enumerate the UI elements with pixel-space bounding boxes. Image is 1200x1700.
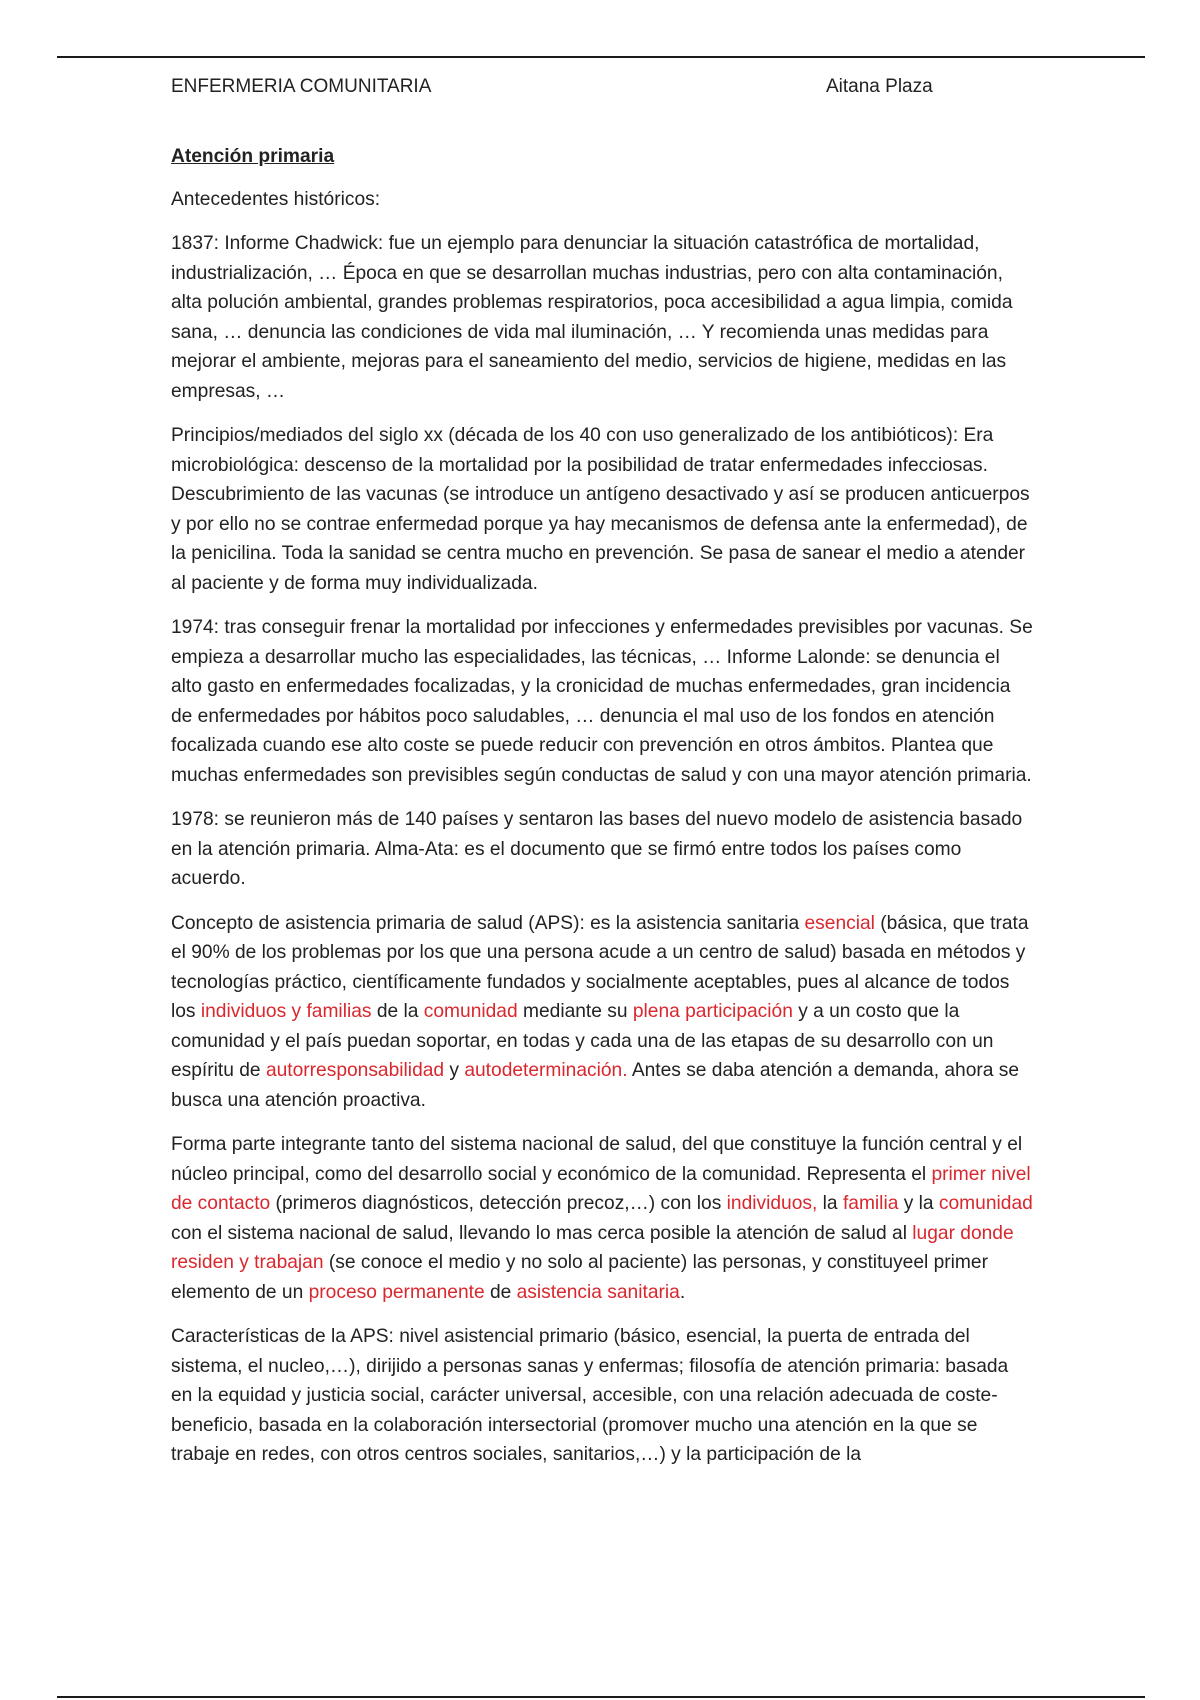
text-segment: de [484,1281,517,1303]
text-segment: Antes se daba atención a demanda, ahora se busca una atención proactiva. [171,1060,1020,1111]
page-header [171,72,941,102]
text-segment: 1978: se reunieron más de 140 países y sentaron las bases del nuevo modelo de asistencia basado en la atención primaria. Alma-Ata: es el documento que se firmó entre todos los países como acuerdo. [171,809,1023,889]
highlighted-term: asistencia sanitaria [516,1281,680,1303]
highlighted-term: primer nivel de contacto [171,1163,1031,1214]
text-segment: y la [898,1193,939,1214]
highlighted-term: comunidad [423,1001,518,1022]
subsection-heading: Antecedentes históricos: [171,188,381,210]
text-segment: Principios/mediados del siglo xx (década de los 40 con uso generalizado de los antibióticos): Era microbiológica: descenso de la mortalidad por la posibilidad de tratar enfermedades infecciosas. Descubrimiento de las vacunas (se introduce un antígeno desactivado y así se producen anticuerpos y por ello no se contrae enfermedad porque ya hay mecanismos de defensa ante la enfermedad), de la penicilina. Toda la sanidad se centra mucho en prevención. Se pasa de sanear el medio a atender al paciente y de forma muy individualizada. [171,425,1030,594]
text-segment: Concepto de asistencia primaria de salud (APS): es la asistencia sanitaria [171,912,805,934]
header-rule [57,56,1145,58]
highlighted-term: individuos, [726,1193,818,1214]
paragraph [171,229,1033,406]
highlighted-term: familia [842,1193,899,1214]
highlighted-term: proceso permanente [308,1281,485,1303]
footer-rule [57,1696,1145,1698]
author-name: Aitana Plaza [826,76,933,97]
document-body [171,142,1033,1485]
paragraph [171,421,1033,598]
highlighted-term: autodeterminación. [464,1060,628,1081]
text-segment: 1837: Informe Chadwick: fue un ejemplo para denunciar la situación catastrófica de mortalidad, industrialización, … Época en que se desarrollan muchas industrias, pero con alta contaminación, alta polución ambiental, grandes problemas respiratorios, poca accesibilidad a agua limpia, comida sana, … denuncia las condiciones de vida mal iluminación, … Y recomienda unas medidas para mejorar el ambiente, mejoras para el saneamiento del medio, servicios de higiene, medidas en las empresas, … [171,233,1013,402]
text-segment: con el sistema nacional de salud, llevando lo mas cerca posible la atención de salud al [171,1222,913,1244]
paragraph [171,909,1033,1116]
text-segment: 1974: tras conseguir frenar la mortalidad por infecciones y enfermedades previsibles por vacunas. Se empieza a desarrollar mucho las especialidades, las técnicas, … Informe Lalonde: se denuncia el alto gasto en enfermedades focalizadas, y la cronicidad de muchas enfermedades, gran incidencia de enfermedades por hábitos poco saludables, … denuncia el mal uso de los fondos en atención focalizada cuando ese alto coste se puede reducir con prevención en otros ámbitos. Plantea que muchas enfermedades son previsibles según conductas de salud y con una mayor atención primaria. [171,617,1033,786]
paragraph [171,1322,1033,1470]
text-segment: y a un costo que la comunidad y el país puedan soportar, en todas y cada una de las etapas de su desarrollo con un espíritu de [171,1001,994,1081]
text-segment: (primeros diagnósticos, detección precoz,…) con los [270,1193,727,1214]
text-segment: la [817,1193,843,1214]
highlighted-term: lugar donde residen y trabajan [171,1222,1014,1273]
text-segment: . [679,1281,686,1303]
highlighted-term: autorresponsabilidad [265,1060,445,1081]
highlighted-term: plena participación [632,1001,793,1022]
section-title: Atención primaria [171,146,335,167]
text-segment: Características de la APS: nivel asistencial primario (básico, esencial, la puerta de entrada del sistema, el nucleo,…), dirijido a personas sanas y enfermas; filosofía de atención primaria: basada en la equidad y justicia social, carácter universal, accesible, con una relación adecuada de coste-beneficio, basada en la colaboración intersectorial (promover mucho una atención en la que se trabaje en redes, con otros centros sociales, sanitarios,…) y la participación de la [171,1326,1009,1465]
text-segment: y [444,1060,465,1081]
course-title: ENFERMERIA COMUNITARIA [171,76,432,97]
highlighted-term: comunidad [938,1193,1033,1214]
text-segment: de la [371,1001,424,1022]
text-segment: mediante su [517,1001,633,1022]
text-segment: Forma parte integrante tanto del sistema nacional de salud, del que constituye la función central y el núcleo principal, como del desarrollo social y económico de la comunidad. Representa el [171,1134,1023,1185]
paragraph [171,613,1033,790]
highlighted-term: esencial [804,912,875,934]
paragraph-list [171,229,1033,1470]
highlighted-term: individuos y familias [200,1001,372,1022]
paragraph [171,1130,1033,1307]
text-segment: (básica, que trata el 90% de los problemas por los que una persona acude a un centro de salud) basada en métodos y tecnologías práctico, científicamente fundados y socialmente aceptables, pues al alcance de todos los [171,912,1029,1022]
paragraph [171,805,1033,894]
text-segment: (se conoce el medio y no solo al paciente) las personas, y constituyeel primer elemento de un [171,1252,988,1303]
